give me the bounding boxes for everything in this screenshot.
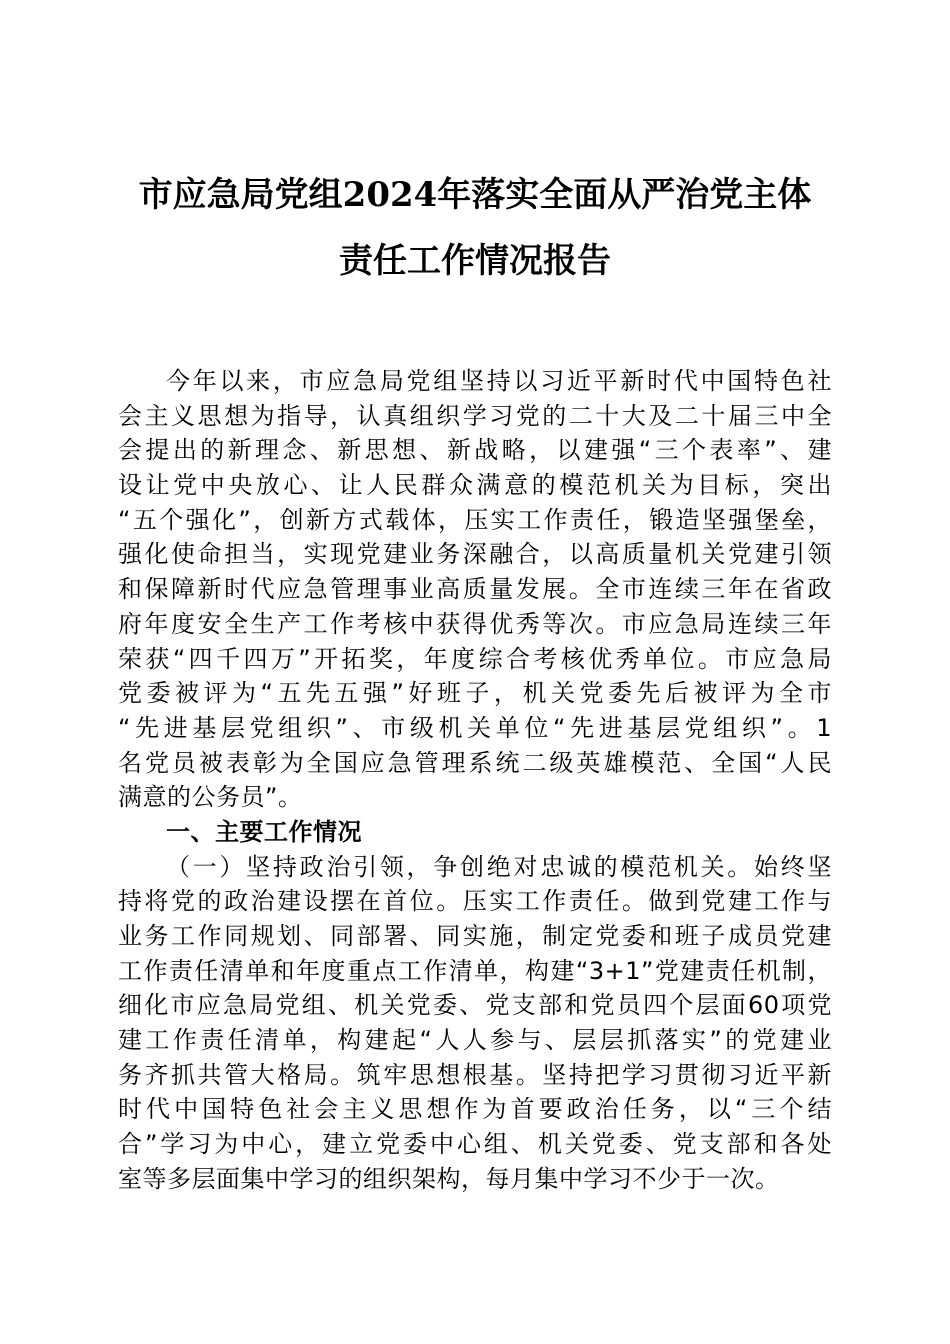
paragraph-line: 荣获“四千四万”开拓奖，年度综合考核优秀单位。市应急局	[118, 644, 832, 673]
paragraph-line: 会主义思想为指导，认真组织学习党的二十大及二十届三中全	[118, 401, 832, 430]
paragraph-line: 细化市应急局党组、机关党委、党支部和党员四个层面60项党	[118, 991, 832, 1020]
paragraph-line: 强化使命担当，实现党建业务深融合，以高质量机关党建引领	[118, 540, 832, 569]
paragraph-line: 室等多层面集中学习的组织架构，每月集中学习不少于一次。	[118, 1164, 780, 1193]
paragraph-line: “五个强化”，创新方式载体，压实工作责任，锻造坚强堡垒，	[118, 505, 832, 534]
paragraph-line: “先进基层党组织”、市级机关单位“先进基层党组织”。1	[118, 713, 832, 742]
document-title-line-2: 责任工作情况报告	[339, 241, 611, 281]
paragraph-line: 满意的公务员”。	[118, 783, 303, 812]
document-body	[118, 364, 832, 1197]
paragraph-line: 持将党的政治建设摆在首位。压实工作责任。做到党建工作与	[118, 887, 832, 916]
section-heading: 一、主要工作情况	[166, 817, 362, 846]
document-title-line-1: 市应急局党组2024年落实全面从严治党主体	[138, 175, 812, 215]
paragraph-line: （一）坚持政治引领，争创绝对忠诚的模范机关。始终坚	[166, 852, 832, 881]
paragraph-line: 府年度安全生产工作考核中获得优秀等次。市应急局连续三年	[118, 609, 832, 638]
paragraph-line: 合”学习为中心，建立党委中心组、机关党委、党支部和各处	[118, 1130, 832, 1159]
paragraph-line: 务齐抓共管大格局。筑牢思想根基。坚持把学习贯彻习近平新	[118, 1060, 832, 1089]
paragraph-line: 党委被评为“五先五强”好班子，机关党委先后被评为全市	[118, 679, 832, 708]
paragraph-line: 名党员被表彰为全国应急管理系统二级英雄模范、全国“人民	[118, 748, 832, 777]
paragraph-line: 设让党中央放心、让人民群众满意的模范机关为目标，突出	[118, 471, 832, 500]
paragraph-line: 业务工作同规划、同部署、同实施，制定党委和班子成员党建	[118, 922, 832, 950]
paragraph-line: 建工作责任清单，构建起“人人参与、层层抓落实”的党建业	[118, 1026, 832, 1055]
paragraph-line: 今年以来，市应急局党组坚持以习近平新时代中国特色社	[166, 367, 832, 395]
paragraph-line: 会提出的新理念、新思想、新战略，以建强“三个表率”、建	[118, 436, 832, 465]
paragraph-line: 工作责任清单和年度重点工作清单，构建“3+1”党建责任机制，	[118, 956, 832, 985]
paragraph-line: 和保障新时代应急管理事业高质量发展。全市连续三年在省政	[118, 575, 832, 604]
paragraph-line: 时代中国特色社会主义思想作为首要政治任务，以“三个结	[118, 1095, 832, 1124]
